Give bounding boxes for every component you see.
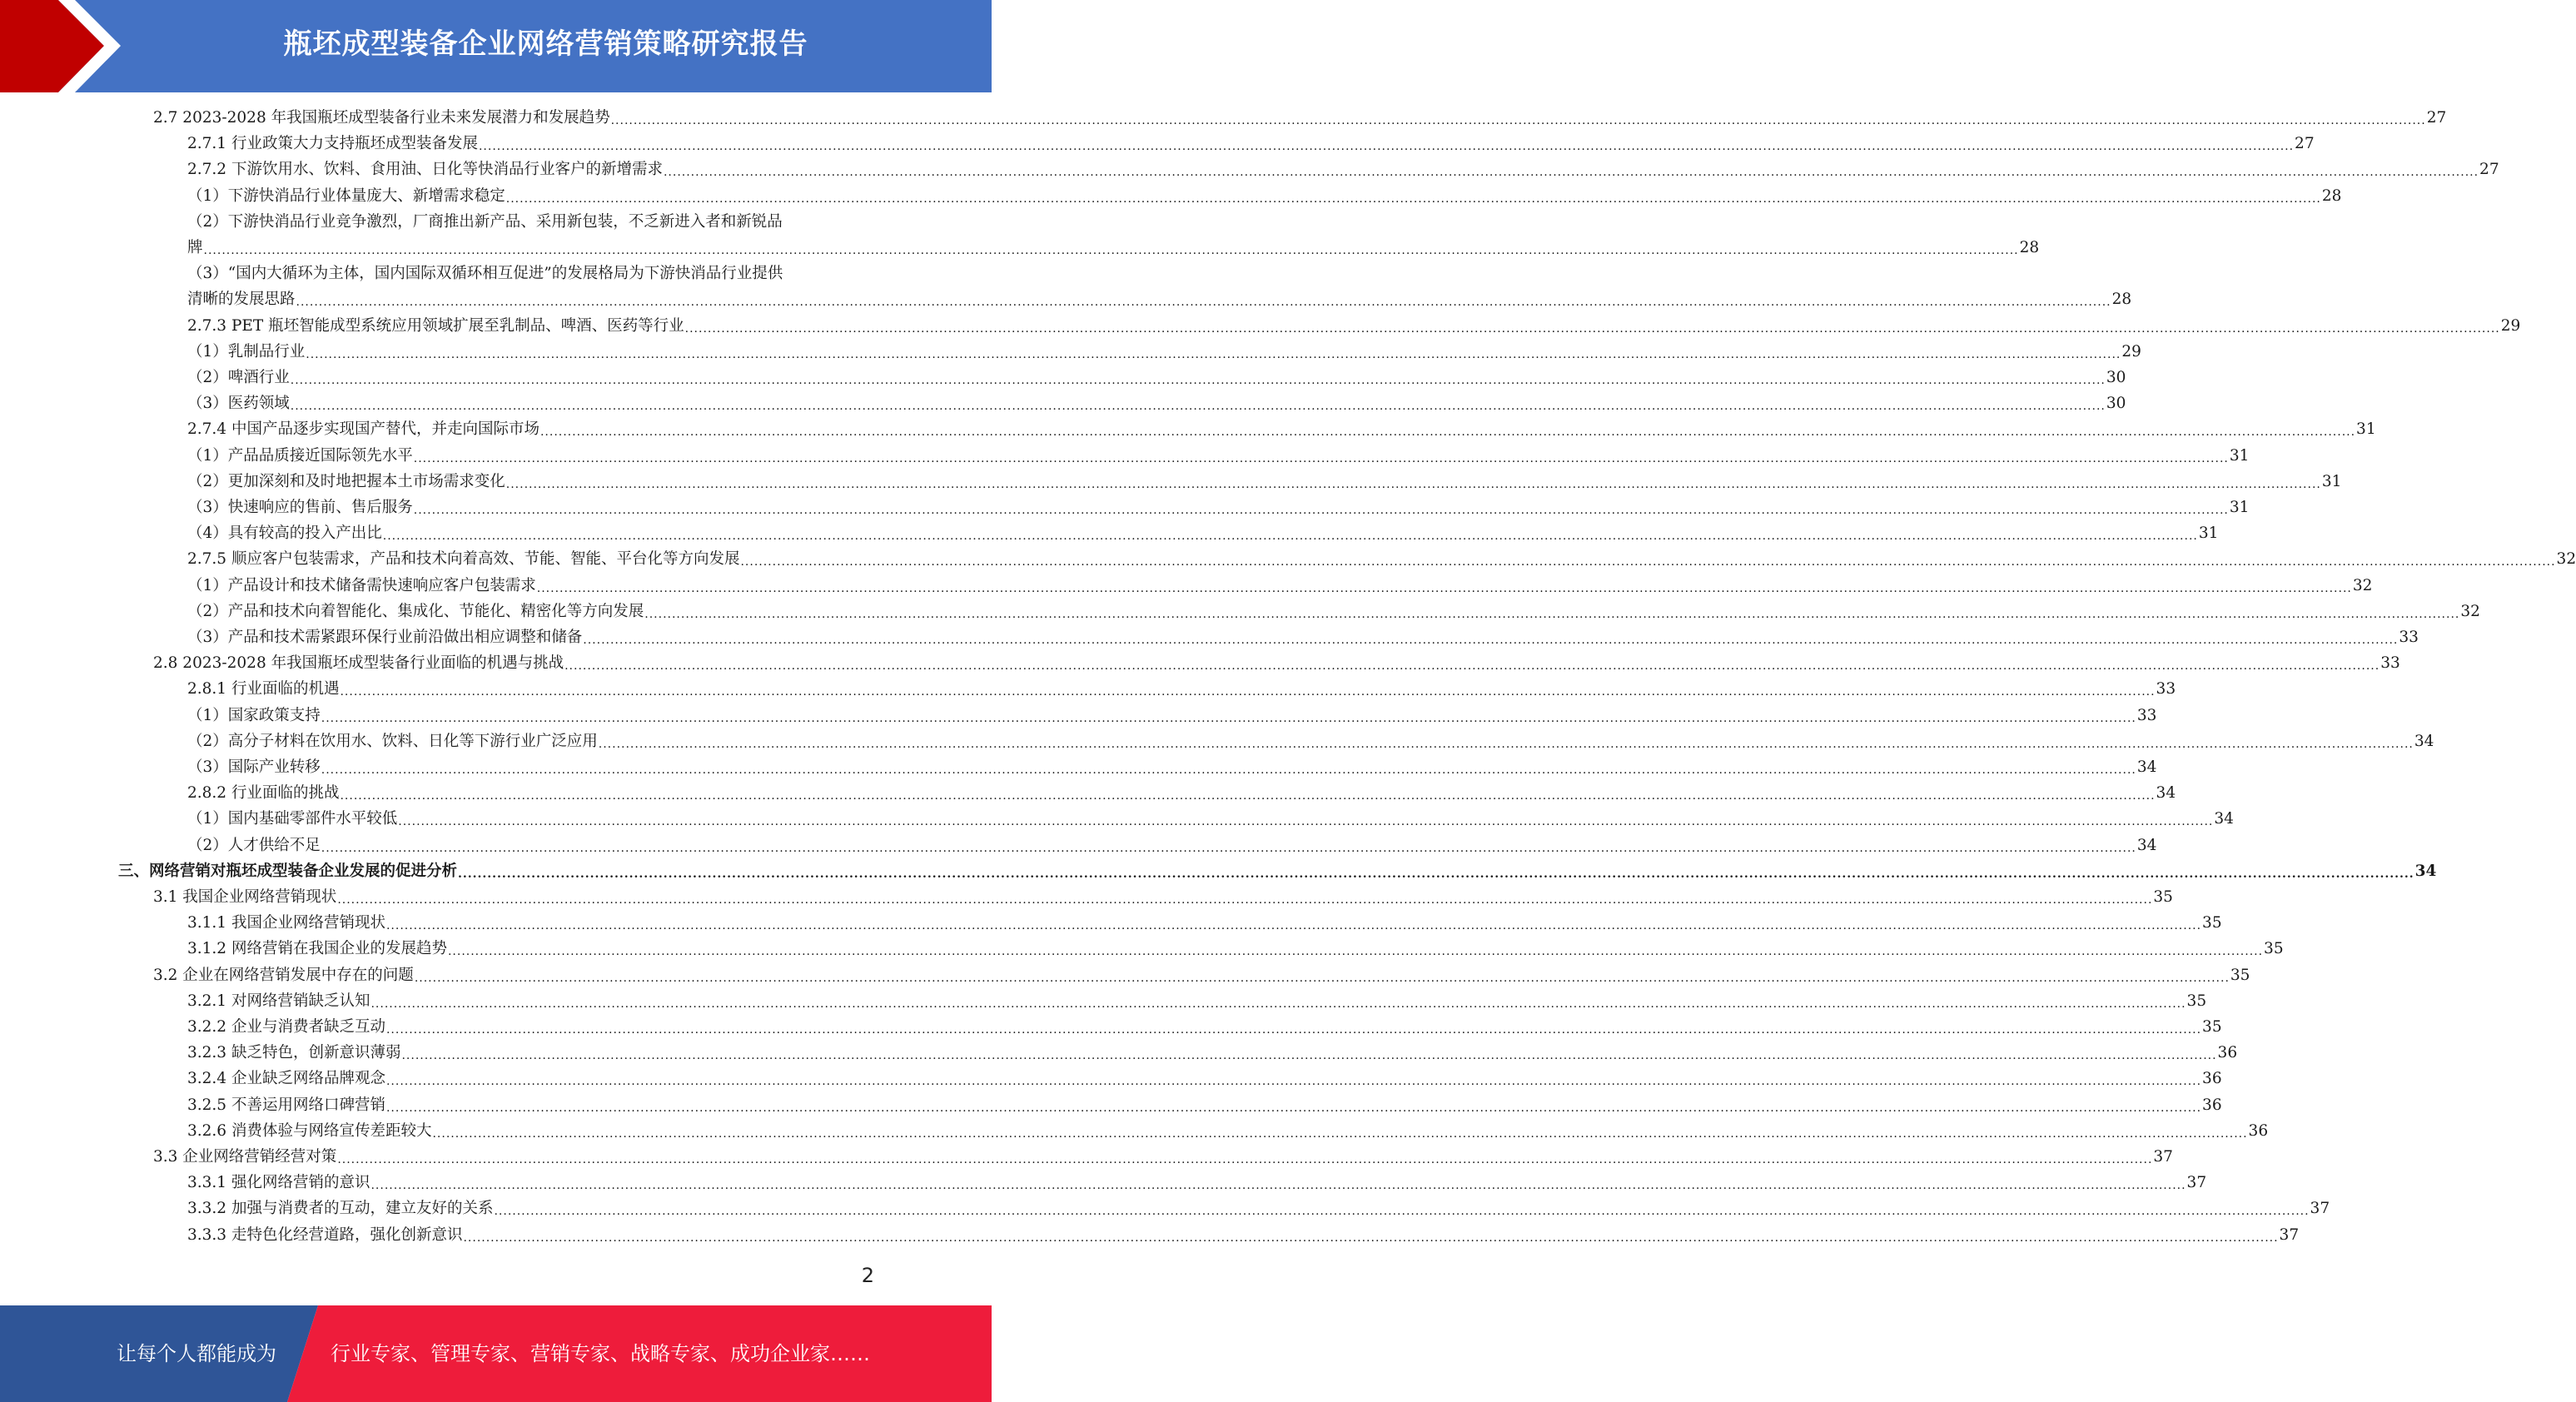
toc-entry-label[interactable]: （3）“国内大循环为主体，国内国际双循环相互促进”的发展格局为下游快消品行业提供	[187, 265, 783, 283]
toc-leader-dots: ................................................................................................................................................................................................................................................................................................................................................................................................................	[564, 659, 2380, 674]
toc-entry-label: （2）人才供给不足	[187, 836, 321, 854]
toc-page-number: 35	[2230, 966, 2250, 984]
toc-entry-label: （3）快速响应的售前、售后服务	[187, 499, 413, 516]
toc-entry-label: （1）产品品质接近国际领先水平	[187, 446, 413, 465]
toc-leader-dots: ................................................................................................................................................................................................................................................................................................................................................................................................................	[505, 477, 2321, 491]
toc-page-number: 32	[2556, 550, 2576, 569]
toc-entry-label: 3.3.1 强化网络营销的意识	[187, 1174, 370, 1192]
toc-page-number: 36	[2202, 1096, 2222, 1114]
toc-entry[interactable]	[187, 390, 2126, 416]
toc-entry-label: （1）乳制品行业	[187, 342, 306, 360]
toc-entry[interactable]	[187, 1092, 2222, 1118]
toc-entry-label: 3.2.6 消费体验与网络宣传差距较大	[187, 1121, 432, 1140]
toc-entry[interactable]	[187, 599, 2480, 624]
toc-page-number: 28	[2019, 239, 2040, 256]
toc-page-number: 36	[2248, 1121, 2269, 1140]
toc-entry-label: （2）更加深刻和及时地把握本土市场需求变化	[187, 472, 505, 490]
toc-page-number: 34	[2136, 758, 2157, 776]
toc-entry[interactable]	[187, 131, 2315, 157]
toc-leader-dots: ................................................................................................................................................................................................................................................................................................................................................................................................................	[414, 971, 2230, 985]
toc-page-number: 33	[2380, 654, 2400, 673]
toc-leader-dots: ................................................................................................................................................................................................................................................................................................................................................................................................................	[370, 1179, 2186, 1193]
toc-entry[interactable]	[187, 1118, 2269, 1144]
toc-leader-dots: ................................................................................................................................................................................................................................................................................................................................................................................................................	[540, 425, 2356, 440]
toc-entry-label: 3.2.3 缺乏特色，创新意识薄弱	[187, 1044, 401, 1062]
header-arrow-decoration	[0, 0, 133, 92]
toc-entry[interactable]	[153, 884, 2173, 910]
toc-leader-dots: ................................................................................................................................................................................................................................................................................................................................................................................................................	[290, 400, 2106, 414]
toc-entry-label: 2.7.5 顺应客户包装需求，产品和技术向着高效、节能、智能、平台化等方向发展	[187, 550, 740, 569]
toc-page-number: 31	[2229, 446, 2250, 465]
toc-entry-label: 3.1 我国企业网络营销现状	[153, 888, 337, 906]
toc-leader-dots: ................................................................................................................................................................................................................................................................................................................................................................................................................	[463, 1230, 2279, 1245]
toc-entry[interactable]	[187, 313, 2521, 339]
toc-entry-label: （2）高分子材料在饮用水、饮料、日化等下游行业广泛应用	[187, 732, 598, 750]
page-footer	[0, 1305, 992, 1402]
toc-leader-dots: ................................................................................................................................................................................................................................................................................................................................................................................................................	[382, 529, 2198, 544]
toc-page-number: 35	[2202, 914, 2222, 932]
page-header	[0, 0, 992, 92]
toc-entry[interactable]	[153, 1144, 2173, 1170]
toc-leader-dots: ................................................................................................................................................................................................................................................................................................................................................................................................................	[505, 191, 2321, 206]
toc-page-number: 31	[2198, 525, 2219, 543]
toc-leader-dots: ................................................................................................................................................................................................................................................................................................................................................................................................................	[385, 919, 2202, 933]
toc-leader-dots: ................................................................................................................................................................................................................................................................................................................................................................................................................	[340, 685, 2156, 699]
toc-page-number: 27	[2295, 135, 2315, 153]
toc-entry-label: （4）具有较高的投入产出比	[187, 525, 382, 543]
toc-entry[interactable]	[187, 157, 2499, 182]
toc-page-number: 31	[2229, 499, 2250, 516]
toc-page-number: 32	[2460, 602, 2480, 620]
toc-page-number: 28	[2111, 291, 2132, 309]
toc-leader-dots: ................................................................................................................................................................................................................................................................................................................................................................................................................	[321, 763, 2136, 777]
toc-entry-label: （3）国际产业转移	[187, 758, 321, 776]
toc-entry-label: （3）医药领域	[187, 395, 290, 413]
toc-entry-label: 3.2.4 企业缺乏网络品牌观念	[187, 1070, 385, 1088]
toc-leader-dots: ................................................................................................................................................................................................................................................................................................................................................................................................................	[478, 140, 2295, 154]
toc-entry-label: 2.7.3 PET 瓶坯智能成型系统应用领域扩展至乳制品、啤酒、医药等行业	[187, 316, 684, 335]
toc-leader-dots: ................................................................................................................................................................................................................................................................................................................................................................................................................	[337, 893, 2153, 907]
toc-entry[interactable]	[187, 1040, 2238, 1066]
toc-entry-label: 3.2 企业在网络营销发展中存在的问题	[153, 966, 414, 984]
toc-entry[interactable]	[187, 806, 2234, 832]
toc-page-number: 34	[2214, 810, 2234, 828]
toc-entry[interactable]	[187, 833, 2157, 858]
toc-entry[interactable]	[187, 469, 2342, 495]
toc-leader-dots: ................................................................................................................................................................................................................................................................................................................................................................................................................	[740, 555, 2556, 569]
toc-page-number: 31	[2356, 420, 2376, 439]
toc-leader-dots: ................................................................................................................................................................................................................................................................................................................................................................................................................	[494, 1205, 2310, 1219]
toc-entry-label: 3.2.5 不善运用网络口碑营销	[187, 1096, 385, 1114]
toc-page-number: 35	[2202, 1018, 2222, 1036]
toc-entry-label: （3）产品和技术需紧跟环保行业前沿做出相应调整和储备	[187, 629, 583, 646]
toc-entry[interactable]	[187, 703, 2157, 728]
toc-entry-label: 2.8.2 行业面临的挑战	[187, 784, 340, 803]
toc-entry-label: 2.7.1 行业政策大力支持瓶坯成型装备发展	[187, 135, 478, 153]
toc-entry[interactable]	[187, 286, 2132, 312]
toc-leader-dots: ................................................................................................................................................................................................................................................................................................................................................................................................................	[413, 451, 2229, 465]
toc-page-number: 29	[2121, 342, 2141, 360]
toc-page-number: 30	[2106, 369, 2126, 386]
toc-entry-label: （2）产品和技术向着智能化、集成化、节能化、精密化等方向发展	[187, 602, 644, 620]
toc-page-number: 35	[2264, 940, 2284, 958]
toc-entry[interactable]	[187, 1066, 2222, 1091]
toc-entry-label: 3.2.1 对网络营销缺乏认知	[187, 992, 370, 1010]
toc-leader-dots: ................................................................................................................................................................................................................................................................................................................................................................................................................	[370, 997, 2186, 1011]
toc-page-number: 30	[2106, 395, 2126, 413]
toc-page-number: 27	[2426, 109, 2447, 127]
toc-entry-label: （2）啤酒行业	[187, 369, 290, 386]
toc-page-number: 37	[2186, 1174, 2207, 1192]
toc-page-number: 33	[2156, 680, 2176, 699]
toc-leader-dots: ................................................................................................................................................................................................................................................................................................................................................................................................................	[340, 789, 2156, 803]
toc-leader-dots: ................................................................................................................................................................................................................................................................................................................................................................................................................	[610, 114, 2426, 127]
toc-entry[interactable]	[187, 910, 2222, 936]
toc-page-number: 33	[2136, 706, 2157, 724]
toc-leader-dots: ................................................................................................................................................................................................................................................................................................................................................................................................................	[447, 945, 2264, 959]
toc-leader-dots: ................................................................................................................................................................................................................................................................................................................................................................................................................	[663, 166, 2479, 180]
toc-entry[interactable]	[187, 728, 2434, 754]
footer-slogan-left: 让每个人都能成为	[117, 1342, 276, 1365]
toc-leader-dots: ................................................................................................................................................................................................................................................................................................................................................................................................................	[385, 1023, 2202, 1037]
toc-page-number: 36	[2217, 1044, 2238, 1062]
toc-entry[interactable]	[187, 443, 2250, 469]
toc-entry-label: 三、网络营销对瓶坯成型装备企业发展的促进分析	[118, 862, 458, 880]
toc-entry-label: 2.8.1 行业面临的机遇	[187, 680, 340, 699]
toc-entry[interactable]	[187, 754, 2157, 780]
toc-entry[interactable]	[187, 416, 2376, 442]
toc-leader-dots: ................................................................................................................................................................................................................................................................................................................................................................................................................	[385, 1101, 2202, 1115]
toc-entry[interactable]	[187, 183, 2342, 209]
toc-entry[interactable]	[187, 235, 2040, 261]
toc-entry[interactable]	[187, 936, 2284, 962]
toc-leader-dots: ................................................................................................................................................................................................................................................................................................................................................................................................................	[432, 1126, 2248, 1141]
toc-leader-dots: ................................................................................................................................................................................................................................................................................................................................................................................................................	[321, 841, 2136, 855]
toc-leader-dots: ................................................................................................................................................................................................................................................................................................................................................................................................................	[413, 504, 2229, 517]
toc-leader-dots: ................................................................................................................................................................................................................................................................................................................................................................................................................	[321, 711, 2136, 725]
toc-page-number: 33	[2399, 629, 2419, 646]
toc-entry[interactable]	[187, 676, 2176, 702]
toc-page-number: 32	[2352, 576, 2373, 594]
toc-entry[interactable]	[153, 962, 2250, 988]
toc-leader-dots: ................................................................................................................................................................................................................................................................................................................................................................................................................	[583, 634, 2399, 647]
toc-page-number: 29	[2500, 316, 2521, 335]
toc-entry-label: （1）产品设计和技术储备需快速响应客户包装需求	[187, 576, 536, 594]
page-number: 2	[861, 1264, 874, 1287]
toc-entry-label-continuation: 牌	[187, 239, 203, 256]
toc-entry[interactable]	[187, 546, 2576, 572]
toc-entry-label: 3.1.2 网络营销在我国企业的发展趋势	[187, 940, 447, 958]
toc-entry-label[interactable]: （2）下游快消品行业竞争激烈，厂商推出新产品、采用新包装，不乏新进入者和新锐品	[187, 212, 783, 231]
toc-page-number: 37	[2153, 1148, 2173, 1166]
toc-entry-label: 2.8 2023-2028 年我国瓶坯成型装备行业面临的机遇与挑战	[153, 654, 564, 673]
toc-leader-dots: ................................................................................................................................................................................................................................................................................................................................................................................................................	[398, 815, 2214, 829]
toc-entry[interactable]	[187, 1196, 2330, 1221]
toc-leader-dots: ................................................................................................................................................................................................................................................................................................................................................................................................................	[306, 347, 2121, 361]
toc-entry-label: 3.3 企业网络营销经营对策	[153, 1148, 337, 1166]
toc-entry-label: （1）国内基础零部件水平较低	[187, 810, 398, 828]
toc-leader-dots: ................................................................................................................................................................................................................................................................................................................................................................................................................	[385, 1075, 2202, 1089]
toc-page-number: 28	[2321, 186, 2342, 205]
toc-entry[interactable]	[187, 624, 2419, 650]
toc-leader-dots: ................................................................................................................................................................................................................................................................................................................................................................................................................	[290, 374, 2106, 387]
toc-page-number: 34	[2136, 836, 2157, 854]
toc-page-number: 36	[2202, 1070, 2222, 1088]
toc-entry-label-continuation: 清晰的发展思路	[187, 291, 296, 309]
toc-entry[interactable]	[187, 988, 2207, 1014]
toc-page-number: 37	[2279, 1226, 2300, 1244]
toc-entry-label: 2.7.4 中国产品逐步实现国产替代，并走向国际市场	[187, 420, 540, 439]
toc-page-number: 34	[2156, 784, 2176, 803]
toc-entry-label: 3.3.2 加强与消费者的互动，建立友好的关系	[187, 1200, 494, 1218]
toc-page-number: 35	[2186, 992, 2207, 1010]
toc-leader-dots: ................................................................................................................................................................................................................................................................................................................................................................................................................	[644, 607, 2460, 621]
toc-page-number: 31	[2321, 472, 2342, 490]
toc-entry-label: 2.7 2023-2028 年我国瓶坯成型装备行业未来发展潜力和发展趋势	[153, 109, 610, 127]
toc-page-number: 27	[2479, 161, 2499, 179]
toc-page-number: 34	[2414, 862, 2437, 880]
toc-leader-dots: ................................................................................................................................................................................................................................................................................................................................................................................................................	[203, 244, 2019, 257]
toc-entry-label: （1）下游快消品行业体量庞大、新增需求稳定	[187, 186, 505, 205]
toc-entry[interactable]	[187, 1222, 2300, 1248]
toc-page-number: 37	[2310, 1200, 2330, 1218]
toc-entry[interactable]	[187, 339, 2141, 365]
toc-entry[interactable]	[118, 858, 2437, 884]
toc-leader-dots: ................................................................................................................................................................................................................................................................................................................................................................................................................	[684, 321, 2500, 336]
toc-entry-label: （1）国家政策支持	[187, 706, 321, 724]
toc-leader-dots: ................................................................................................................................................................................................................................................................................................................................................................................................................	[296, 296, 2111, 310]
toc-entry[interactable]	[187, 495, 2250, 520]
toc-entry-label: 2.7.2 下游饮用水、饮料、食用油、日化等快消品行业客户的新增需求	[187, 161, 663, 179]
toc-leader-dots: ................................................................................................................................................................................................................................................................................................................................................................................................................	[401, 1049, 2217, 1063]
report-title: 瓶坯成型装备企业网络营销策略研究报告	[283, 27, 808, 61]
toc-entry[interactable]	[187, 1014, 2222, 1040]
toc-entry[interactable]	[187, 520, 2219, 546]
toc-entry-label: 3.3.3 走特色化经营道路，强化创新意识	[187, 1226, 463, 1244]
toc-leader-dots: ................................................................................................................................................................................................................................................................................................................................................................................................................	[598, 737, 2414, 751]
footer-slogan-right: 行业专家、管理专家、营销专家、战略专家、成功企业家……	[331, 1342, 870, 1365]
toc-entry-label: 3.2.2 企业与消费者缺乏互动	[187, 1018, 385, 1036]
toc-entry[interactable]	[187, 1170, 2207, 1196]
toc-page-number: 34	[2414, 732, 2434, 750]
toc-leader-dots: ................................................................................................................................................................................................................................................................................................................................................................................................................	[458, 867, 2414, 881]
toc-entry[interactable]	[153, 650, 2400, 676]
toc-entry-label: 3.1.1 我国企业网络营销现状	[187, 914, 385, 932]
toc-page-number: 35	[2153, 888, 2173, 906]
toc-entry[interactable]	[187, 365, 2126, 390]
toc-leader-dots: ................................................................................................................................................................................................................................................................................................................................................................................................................	[536, 581, 2352, 595]
toc-entry[interactable]	[153, 105, 2447, 131]
toc-leader-dots: ................................................................................................................................................................................................................................................................................................................................................................................................................	[337, 1153, 2153, 1166]
toc-entry[interactable]	[187, 573, 2373, 599]
toc-entry[interactable]	[187, 780, 2176, 806]
